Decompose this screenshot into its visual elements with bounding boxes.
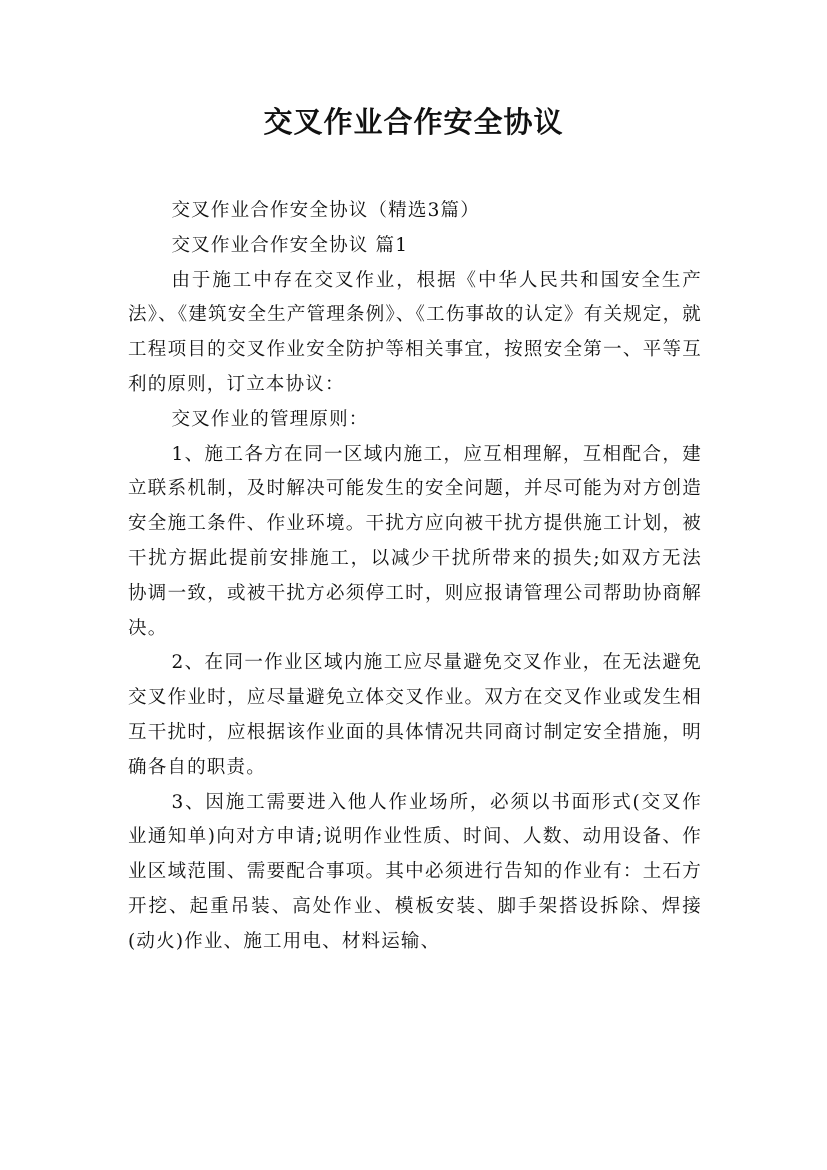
paragraph-item-2: 2、在同一作业区域内施工应尽量避免交叉作业，在无法避免交叉作业时，应尽量避免立体交叉作业。双方在交叉作业或发生相互干扰时，应根据该作业面的具体情况共同商讨制定安全措施，明确各自的职责。 (128, 652, 702, 778)
paragraph-principles-heading: 交叉作业的管理原则： (171, 408, 369, 430)
document-subtitle: 交叉作业合作安全协议（精选3篇） (171, 200, 480, 221)
paragraph-item-1: 1、施工各方在同一区域内施工，应互相理解，互相配合，建立联系机制，及时解决可能发生的安全问题，并尽可能为对方创造安全施工条件、作业环境。干扰方应向被干扰方提供施工计划，被干扰方据此提前安排施工，以减少干扰所带来的损失;如双方无法协调一致，或被干扰方必须停工时，则应报请管理公司帮助协商解决。 (128, 443, 702, 639)
document-title: 交叉作业合作安全协议 (263, 105, 564, 139)
paragraph-item-3: 3、因施工需要进入他人作业场所，必须以书面形式(交叉作业通知单)向对方申请;说明作业性质、时间、人数、动用设备、作业区域范围、需要配合事项。其中必须进行告知的作业有：土石方开挖、起重吊装、高处作业、模板安装、脚手架搭设拆除、焊接(动火)作业、施工用电、材料运输、 (128, 791, 702, 952)
paragraph-intro: 由于施工中存在交叉作业，根据《中华人民共和国安全生产法》、《建筑安全生产管理条例》、《工伤事故的认定》有关规定，就工程项目的交叉作业安全防护等相关事宜，按照安全第一、平等互利的原则，订立本协议： (128, 269, 702, 395)
section-heading: 交叉作业合作安全协议 篇1 (171, 234, 409, 256)
document-body (128, 194, 702, 960)
